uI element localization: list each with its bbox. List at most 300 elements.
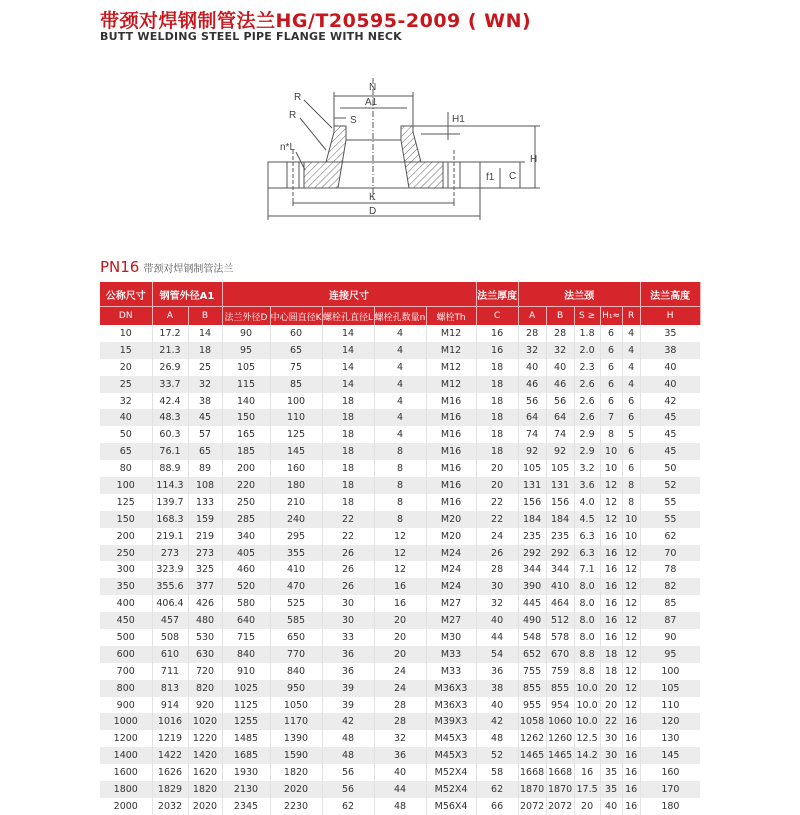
- table-cell: 25: [100, 376, 152, 393]
- pressure-class: [100, 258, 233, 276]
- table-cell: 500: [100, 629, 152, 646]
- table-cell: M33: [426, 663, 476, 680]
- table-cell: M27: [426, 612, 476, 629]
- table-cell: 585: [270, 612, 322, 629]
- table-cell: 105: [518, 460, 546, 477]
- table-cell: 1220: [188, 730, 222, 747]
- table-cell: 954: [546, 697, 574, 714]
- table-cell: 10: [600, 443, 622, 460]
- table-cell: 28: [518, 325, 546, 342]
- table-row: [100, 747, 700, 764]
- dim-label-R2: R: [289, 110, 297, 121]
- table-cell: 62: [476, 781, 518, 798]
- table-cell: 8.8: [574, 663, 600, 680]
- table-cell: 100: [640, 663, 700, 680]
- table-cell: 16: [600, 629, 622, 646]
- pressure-class-label: PN16: [100, 258, 140, 276]
- group-header: 法兰厚度: [476, 282, 518, 307]
- table-cell: 711: [152, 663, 188, 680]
- table-cell: 10: [622, 528, 640, 545]
- table-cell: 273: [152, 545, 188, 562]
- table-row: [100, 578, 700, 595]
- table-cell: 64: [546, 409, 574, 426]
- table-cell: M27: [426, 595, 476, 612]
- column-header: H: [640, 307, 700, 326]
- table-cell: 180: [640, 798, 700, 815]
- table-cell: 38: [188, 393, 222, 410]
- table-cell: 105: [546, 460, 574, 477]
- table-cell: 110: [640, 697, 700, 714]
- table-cell: 406.4: [152, 595, 188, 612]
- table-cell: 355: [270, 545, 322, 562]
- table-cell: 1600: [100, 764, 152, 781]
- table-cell: 54: [476, 646, 518, 663]
- table-cell: 55: [640, 511, 700, 528]
- table-cell: 45: [640, 409, 700, 426]
- table-cell: M39X3: [426, 713, 476, 730]
- table-cell: 8.0: [574, 612, 600, 629]
- table-cell: 16: [600, 578, 622, 595]
- table-cell: 10.0: [574, 680, 600, 697]
- table-cell: M24: [426, 578, 476, 595]
- table-cell: 150: [100, 511, 152, 528]
- table-cell: 508: [152, 629, 188, 646]
- table-row: [100, 443, 700, 460]
- table-cell: 12: [600, 477, 622, 494]
- table-cell: 180: [270, 477, 322, 494]
- table-cell: 22: [476, 494, 518, 511]
- table-cell: 1125: [222, 697, 270, 714]
- table-cell: 390: [518, 578, 546, 595]
- table-cell: 16: [600, 561, 622, 578]
- table-cell: 530: [188, 629, 222, 646]
- page-subtitle: BUTT WELDING STEEL PIPE FLANGE WITH NECK: [100, 30, 402, 43]
- table-cell: 18: [600, 663, 622, 680]
- table-cell: 1668: [518, 764, 546, 781]
- table-cell: 100: [270, 393, 322, 410]
- table-cell: 10.0: [574, 697, 600, 714]
- table-cell: 12: [622, 595, 640, 612]
- dim-label-C: C: [509, 171, 517, 182]
- table-cell: 520: [222, 578, 270, 595]
- table-cell: 45: [640, 443, 700, 460]
- table-cell: 2230: [270, 798, 322, 815]
- table-cell: 2130: [222, 781, 270, 798]
- table-cell: 1260: [546, 730, 574, 747]
- table-cell: 4: [374, 359, 426, 376]
- table-cell: 48: [322, 747, 374, 764]
- table-cell: 1000: [100, 713, 152, 730]
- table-cell: 18: [322, 409, 374, 426]
- table-row: [100, 561, 700, 578]
- table-cell: 4: [622, 342, 640, 359]
- table-cell: 4: [374, 426, 426, 443]
- table-cell: 2020: [188, 798, 222, 815]
- table-cell: 715: [222, 629, 270, 646]
- table-cell: 42: [640, 393, 700, 410]
- table-cell: 131: [546, 477, 574, 494]
- table-cell: 56: [546, 393, 574, 410]
- table-cell: 12: [600, 494, 622, 511]
- table-cell: 6.3: [574, 545, 600, 562]
- table-cell: 405: [222, 545, 270, 562]
- table-cell: M56X4: [426, 798, 476, 815]
- table-cell: 652: [518, 646, 546, 663]
- table-cell: 770: [270, 646, 322, 663]
- table-cell: 295: [270, 528, 322, 545]
- table-cell: 75: [270, 359, 322, 376]
- table-cell: 36: [322, 646, 374, 663]
- table-cell: 57: [188, 426, 222, 443]
- table-cell: 950: [270, 680, 322, 697]
- table-cell: 4: [622, 359, 640, 376]
- table-sub-header-row: [100, 307, 700, 326]
- table-cell: 2072: [518, 798, 546, 815]
- table-cell: 8.0: [574, 595, 600, 612]
- dim-label-A1: A1: [365, 97, 378, 108]
- table-cell: M16: [426, 477, 476, 494]
- table-cell: 108: [188, 477, 222, 494]
- table-cell: 120: [640, 713, 700, 730]
- table-cell: 12: [622, 578, 640, 595]
- table-cell: 235: [546, 528, 574, 545]
- table-row: [100, 460, 700, 477]
- table-cell: 4: [622, 376, 640, 393]
- table-cell: 90: [640, 629, 700, 646]
- table-row: [100, 528, 700, 545]
- table-cell: 168.3: [152, 511, 188, 528]
- table-cell: 50: [100, 426, 152, 443]
- table-cell: 42: [322, 713, 374, 730]
- column-header: B: [188, 307, 222, 326]
- table-cell: 355.6: [152, 578, 188, 595]
- table-cell: 30: [322, 612, 374, 629]
- table-cell: 40: [476, 612, 518, 629]
- table-cell: 40: [100, 409, 152, 426]
- table-cell: 377: [188, 578, 222, 595]
- table-cell: 12: [374, 528, 426, 545]
- table-cell: 18: [322, 460, 374, 477]
- table-cell: 18: [476, 426, 518, 443]
- table-cell: M30: [426, 629, 476, 646]
- table-cell: 410: [546, 578, 574, 595]
- table-cell: 1485: [222, 730, 270, 747]
- table-cell: 2.0: [574, 342, 600, 359]
- table-cell: 250: [100, 545, 152, 562]
- column-header: 法兰外径D: [222, 307, 270, 326]
- table-cell: 4: [374, 393, 426, 410]
- table-cell: 20: [600, 680, 622, 697]
- table-cell: 1200: [100, 730, 152, 747]
- table-cell: 18: [322, 426, 374, 443]
- table-cell: 7: [600, 409, 622, 426]
- table-row: [100, 629, 700, 646]
- table-cell: 445: [518, 595, 546, 612]
- table-cell: 18: [322, 477, 374, 494]
- table-cell: 14: [322, 359, 374, 376]
- table-cell: 1626: [152, 764, 188, 781]
- group-header: 法兰颈: [518, 282, 640, 307]
- table-cell: 1025: [222, 680, 270, 697]
- table-cell: 20: [374, 612, 426, 629]
- table-cell: M24: [426, 545, 476, 562]
- table-cell: 70: [640, 545, 700, 562]
- table-cell: 156: [546, 494, 574, 511]
- table-cell: 28: [476, 561, 518, 578]
- table-cell: 3.2: [574, 460, 600, 477]
- table-cell: M33: [426, 646, 476, 663]
- dim-label-H1: H1: [452, 114, 465, 125]
- table-cell: 4: [374, 409, 426, 426]
- table-cell: 4: [622, 325, 640, 342]
- table-row: [100, 697, 700, 714]
- table-cell: 1020: [188, 713, 222, 730]
- table-cell: 1930: [222, 764, 270, 781]
- table-cell: M24: [426, 561, 476, 578]
- table-cell: 76.1: [152, 443, 188, 460]
- table-cell: 40: [640, 376, 700, 393]
- table-cell: M12: [426, 342, 476, 359]
- table-cell: 82: [640, 578, 700, 595]
- table-cell: 16: [374, 578, 426, 595]
- table-cell: 285: [222, 511, 270, 528]
- table-cell: 292: [518, 545, 546, 562]
- table-cell: 46: [546, 376, 574, 393]
- table-cell: 18: [322, 443, 374, 460]
- table-cell: 22: [322, 511, 374, 528]
- table-cell: 20: [600, 697, 622, 714]
- table-cell: 64: [518, 409, 546, 426]
- table-cell: 12: [622, 663, 640, 680]
- column-header: S ≥: [574, 307, 600, 326]
- table-cell: 78: [640, 561, 700, 578]
- table-cell: 300: [100, 561, 152, 578]
- table-cell: 48: [476, 730, 518, 747]
- table-cell: 95: [222, 342, 270, 359]
- table-cell: 457: [152, 612, 188, 629]
- table-cell: 2000: [100, 798, 152, 815]
- table-cell: 1262: [518, 730, 546, 747]
- table-cell: 159: [188, 511, 222, 528]
- table-cell: 8: [374, 443, 426, 460]
- table-cell: 14.2: [574, 747, 600, 764]
- table-cell: 18: [476, 393, 518, 410]
- table-row: [100, 409, 700, 426]
- table-cell: 8: [622, 494, 640, 511]
- dim-label-H: H: [530, 154, 538, 165]
- table-cell: 2.9: [574, 426, 600, 443]
- table-cell: 490: [518, 612, 546, 629]
- table-cell: 89: [188, 460, 222, 477]
- dim-label-K: K: [369, 192, 376, 203]
- table-cell: 66: [476, 798, 518, 815]
- table-cell: 46: [518, 376, 546, 393]
- table-cell: 74: [546, 426, 574, 443]
- dim-label-f1: f1: [486, 172, 495, 183]
- table-cell: 36: [322, 663, 374, 680]
- table-cell: 6: [600, 393, 622, 410]
- table-cell: 220: [222, 477, 270, 494]
- table-cell: 16: [600, 612, 622, 629]
- table-cell: 800: [100, 680, 152, 697]
- table-cell: 955: [518, 697, 546, 714]
- table-cell: 35: [600, 764, 622, 781]
- table-cell: 273: [188, 545, 222, 562]
- pressure-class-subtitle: 带颈对焊钢制管法兰: [143, 264, 234, 275]
- table-cell: 20: [100, 359, 152, 376]
- table-cell: M36X3: [426, 680, 476, 697]
- table-cell: 6: [600, 359, 622, 376]
- table-cell: 30: [600, 730, 622, 747]
- table-cell: 130: [640, 730, 700, 747]
- table-cell: 1820: [270, 764, 322, 781]
- table-cell: 1685: [222, 747, 270, 764]
- table-cell: 44: [374, 781, 426, 798]
- table-cell: 1620: [188, 764, 222, 781]
- table-cell: 165: [222, 426, 270, 443]
- table-cell: 145: [640, 747, 700, 764]
- table-cell: 10: [100, 325, 152, 342]
- table-cell: 2345: [222, 798, 270, 815]
- table-cell: 25: [188, 359, 222, 376]
- table-cell: 40: [374, 764, 426, 781]
- table-cell: 1465: [546, 747, 574, 764]
- table-cell: 4.5: [574, 511, 600, 528]
- table-cell: 14: [322, 342, 374, 359]
- table-cell: 1255: [222, 713, 270, 730]
- dim-label-R1: R: [294, 92, 302, 103]
- table-cell: 12.5: [574, 730, 600, 747]
- table-row: [100, 798, 700, 815]
- table-cell: 30: [476, 578, 518, 595]
- table-cell: 6: [600, 342, 622, 359]
- table-cell: 580: [222, 595, 270, 612]
- table-cell: 36: [374, 747, 426, 764]
- table-cell: 5: [622, 426, 640, 443]
- column-header: 螺栓孔直径L: [322, 307, 374, 326]
- group-header: 法兰高度: [640, 282, 700, 307]
- flange-section-left: [304, 126, 346, 188]
- table-cell: 16: [622, 713, 640, 730]
- table-cell: 2.6: [574, 393, 600, 410]
- table-cell: M20: [426, 528, 476, 545]
- table-cell: 235: [518, 528, 546, 545]
- table-group-header-row: [100, 282, 700, 307]
- table-row: [100, 545, 700, 562]
- table-cell: M16: [426, 409, 476, 426]
- table-row: [100, 325, 700, 342]
- table-cell: 62: [322, 798, 374, 815]
- table-cell: 52: [476, 747, 518, 764]
- table-cell: 14: [322, 376, 374, 393]
- table-cell: 650: [270, 629, 322, 646]
- table-cell: 6: [622, 393, 640, 410]
- table-cell: 12: [622, 561, 640, 578]
- dim-label-S: S: [350, 115, 357, 126]
- table-cell: 20: [574, 798, 600, 815]
- table-cell: 185: [222, 443, 270, 460]
- table-cell: 85: [270, 376, 322, 393]
- table-cell: 18: [476, 376, 518, 393]
- table-cell: M45X3: [426, 730, 476, 747]
- table-cell: 1820: [188, 781, 222, 798]
- table-cell: 65: [270, 342, 322, 359]
- table-cell: 920: [188, 697, 222, 714]
- table-row: [100, 764, 700, 781]
- table-cell: 4: [374, 342, 426, 359]
- table-cell: 48: [374, 798, 426, 815]
- table-cell: 160: [270, 460, 322, 477]
- table-cell: 92: [518, 443, 546, 460]
- table-cell: 35: [640, 325, 700, 342]
- table-cell: 840: [270, 663, 322, 680]
- table-cell: 6: [622, 460, 640, 477]
- table-cell: M20: [426, 511, 476, 528]
- flange-section-right: [401, 126, 443, 188]
- table-cell: 170: [640, 781, 700, 798]
- table-cell: 1170: [270, 713, 322, 730]
- table-cell: 24: [374, 680, 426, 697]
- table-cell: 6.3: [574, 528, 600, 545]
- table-cell: 16: [622, 730, 640, 747]
- table-cell: 219.1: [152, 528, 188, 545]
- table-cell: 16: [622, 764, 640, 781]
- table-cell: 16: [622, 781, 640, 798]
- table-cell: 60: [270, 325, 322, 342]
- table-row: [100, 612, 700, 629]
- table-cell: 610: [152, 646, 188, 663]
- table-row: [100, 393, 700, 410]
- table-cell: 105: [640, 680, 700, 697]
- table-cell: 22: [476, 511, 518, 528]
- table-cell: 10: [622, 511, 640, 528]
- table-cell: 16: [476, 342, 518, 359]
- table-cell: 8.0: [574, 578, 600, 595]
- table-cell: 40: [476, 697, 518, 714]
- table-cell: M52X4: [426, 764, 476, 781]
- table-cell: 16: [374, 595, 426, 612]
- table-cell: 7.1: [574, 561, 600, 578]
- table-cell: 145: [270, 443, 322, 460]
- group-header: 公称尺寸: [100, 282, 152, 307]
- table-cell: 24: [476, 528, 518, 545]
- table-cell: 39: [322, 680, 374, 697]
- table-cell: M12: [426, 376, 476, 393]
- table-cell: 460: [222, 561, 270, 578]
- table-cell: 30: [322, 595, 374, 612]
- table-cell: M45X3: [426, 747, 476, 764]
- table-cell: 65: [100, 443, 152, 460]
- table-row: [100, 376, 700, 393]
- table-cell: 16: [600, 528, 622, 545]
- table-cell: 8.8: [574, 646, 600, 663]
- table-cell: 20: [374, 646, 426, 663]
- table-cell: 8: [622, 477, 640, 494]
- table-cell: 8: [374, 494, 426, 511]
- table-cell: 28: [374, 697, 426, 714]
- table-cell: 18: [476, 443, 518, 460]
- table-cell: 2.3: [574, 359, 600, 376]
- table-cell: 156: [518, 494, 546, 511]
- table-row: [100, 730, 700, 747]
- table-cell: 16: [600, 595, 622, 612]
- column-header: C: [476, 307, 518, 326]
- table-cell: 28: [546, 325, 574, 342]
- table-cell: 87: [640, 612, 700, 629]
- table-cell: 95: [640, 646, 700, 663]
- table-cell: 38: [640, 342, 700, 359]
- column-header: 螺栓Th: [426, 307, 476, 326]
